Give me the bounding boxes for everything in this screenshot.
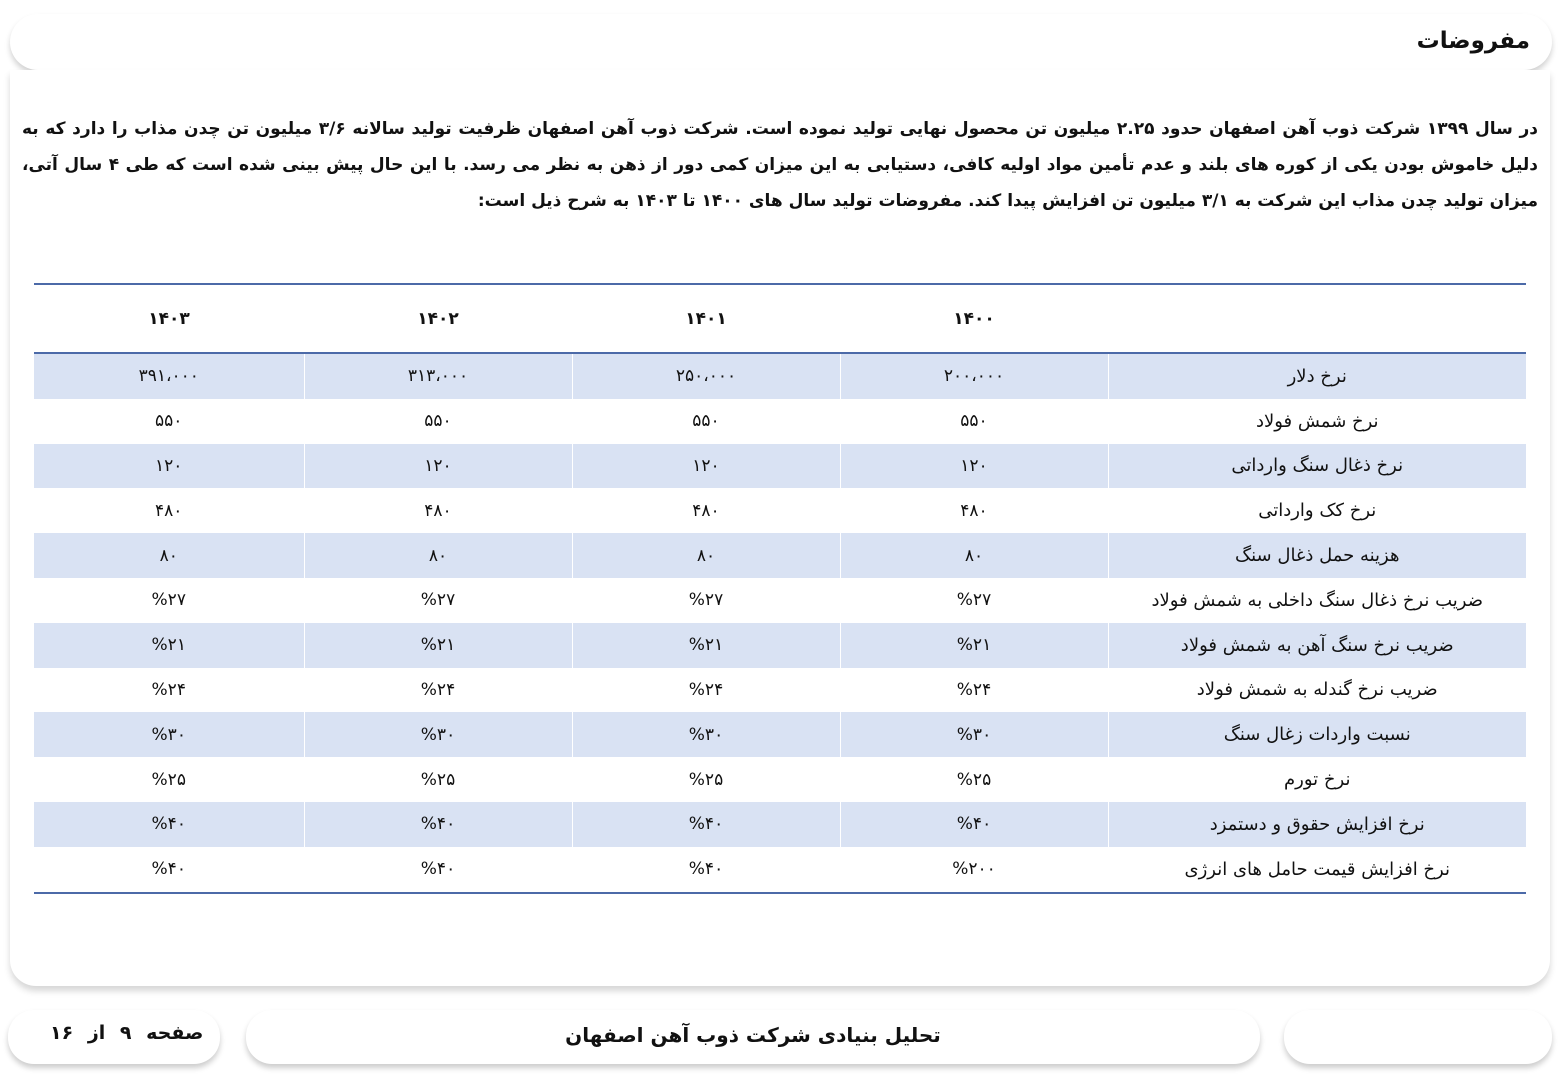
value-cell: %۲۱ [34, 623, 304, 668]
value-cell: ۸۰ [34, 533, 304, 578]
value-cell: %۴۰ [34, 802, 304, 847]
row-label: نرخ تورم [1284, 769, 1351, 791]
page-total: ۱۶ [50, 1022, 74, 1044]
table-body [34, 353, 1526, 893]
value-cell: ۳۱۳،۰۰۰ [304, 353, 572, 399]
value-cell: %۲۴ [34, 668, 304, 713]
value-cell: %۳۰ [304, 712, 572, 757]
value-cell: ۴۸۰ [304, 488, 572, 533]
page-number [50, 1022, 203, 1044]
table-row [34, 623, 1526, 668]
row-label: نرخ شمش فولاد [1255, 410, 1379, 432]
value-cell: ۸۰ [572, 533, 840, 578]
value-cell: %۲۱ [840, 623, 1108, 668]
value-cell: %۲۷ [572, 578, 840, 623]
value-cell: ۸۰ [304, 533, 572, 578]
value-cell: ۱۲۰ [572, 444, 840, 489]
value-cell: %۲۴ [304, 668, 572, 713]
header-cell-year: ۱۴۰۰ [840, 284, 1108, 353]
table-row [34, 578, 1526, 623]
table-row [34, 488, 1526, 533]
page-label: صفحه [146, 1022, 204, 1044]
row-label: نرخ افزایش قیمت حامل های انرژی [1184, 858, 1450, 880]
value-cell: %۲۵ [34, 757, 304, 802]
value-cell: ۴۸۰ [34, 488, 304, 533]
value-cell: %۲۵ [304, 757, 572, 802]
table-row [34, 757, 1526, 802]
header-cell-year: ۱۴۰۱ [572, 284, 840, 353]
value-cell: ۵۵۰ [572, 399, 840, 444]
value-cell: %۳۰ [572, 712, 840, 757]
footer-right-box [1284, 1010, 1552, 1064]
value-cell: ۱۲۰ [840, 444, 1108, 489]
value-cell: ۸۰ [840, 533, 1108, 578]
table-header-row [34, 284, 1526, 353]
row-label: نرخ کک وارداتی [1258, 500, 1377, 522]
assumptions-table [34, 283, 1526, 894]
page-current: ۹ [119, 1022, 132, 1044]
value-cell: %۲۱ [572, 623, 840, 668]
row-label: نرخ ذغال سنگ وارداتی [1108, 444, 1526, 489]
value-cell: %۴۰ [840, 802, 1108, 847]
value-cell: %۳۰ [840, 712, 1108, 757]
value-cell: ۳۹۱،۰۰۰ [34, 353, 304, 399]
value-cell: ۴۸۰ [840, 488, 1108, 533]
value-cell: %۲۷ [840, 578, 1108, 623]
table-row [34, 847, 1526, 893]
header-cell-label [1108, 284, 1526, 353]
row-label: هزینه حمل ذغال سنگ [1108, 533, 1526, 578]
section-header-bar [10, 14, 1552, 70]
row-label: نرخ دلار [1108, 353, 1526, 399]
value-cell: %۲۵ [572, 757, 840, 802]
value-cell: ۵۵۰ [304, 399, 572, 444]
value-cell: %۲۰۰ [840, 847, 1108, 893]
value-cell: ۲۰۰،۰۰۰ [840, 353, 1108, 399]
value-cell: ۵۵۰ [34, 399, 304, 444]
value-cell: %۴۰ [572, 847, 840, 893]
page-of: از [87, 1022, 106, 1044]
value-cell: ۱۲۰ [304, 444, 572, 489]
value-cell: %۲۴ [840, 668, 1108, 713]
value-cell: %۳۰ [34, 712, 304, 757]
value-cell: ۲۵۰،۰۰۰ [572, 353, 840, 399]
intro-paragraph: در سال ۱۳۹۹ شرکت ذوب آهن اصفهان حدود ۲.۲۵ میلیون تن محصول نهایی تولید نموده است. شرکت ذوب آهن اصفهان ظرفیت تولید سالانه ۳/۶ میلیون تن چدن مذاب را دارد که به دلیل خاموش بودن یکی از کوره های بلند و عدم تأمین مواد اولیه کافی، دستیابی به این میزان کمی دور از ذهن به نظر می رسد. با این حال پیش بینی شده است که طی ۴ سال آتی، میزان تولید چدن مذاب این شرکت به ۳/۱ میلیون تن افزایش پیدا کند. مفروضات تولید سال های ۱۴۰۰ تا ۱۴۰۳ به شرح ذیل است: [22, 119, 1539, 211]
table-row [34, 712, 1526, 757]
table-row [34, 399, 1526, 444]
value-cell: %۲۱ [304, 623, 572, 668]
table-row [34, 533, 1526, 578]
table-row [34, 353, 1526, 399]
row-label: نرخ افزایش حقوق و دستمزد [1108, 802, 1526, 847]
value-cell: %۴۰ [304, 802, 572, 847]
section-title: مفروضات [1416, 28, 1530, 54]
value-cell: ۴۸۰ [572, 488, 840, 533]
value-cell: ۵۵۰ [840, 399, 1108, 444]
table-row [34, 444, 1526, 489]
value-cell: %۴۰ [304, 847, 572, 893]
row-label: ضریب نرخ سنگ آهن به شمش فولاد [1108, 623, 1526, 668]
table-row [34, 802, 1526, 847]
value-cell: ۱۲۰ [34, 444, 304, 489]
table-row [34, 668, 1526, 713]
value-cell: %۴۰ [34, 847, 304, 893]
header-cell-year: ۱۴۰۳ [34, 284, 304, 353]
value-cell: %۲۷ [304, 578, 572, 623]
row-label: ضریب نرخ ذغال سنگ داخلی به شمش فولاد [1151, 589, 1483, 611]
row-label: ضریب نرخ گندله به شمش فولاد [1196, 679, 1438, 701]
row-label: نسبت واردات زغال سنگ [1108, 712, 1526, 757]
value-cell: %۲۵ [840, 757, 1108, 802]
value-cell: %۲۴ [572, 668, 840, 713]
footer-title: تحلیل بنیادی شرکت ذوب آهن اصفهان [565, 1023, 941, 1047]
value-cell: %۴۰ [572, 802, 840, 847]
value-cell: %۲۷ [34, 578, 304, 623]
header-cell-year: ۱۴۰۲ [304, 284, 572, 353]
